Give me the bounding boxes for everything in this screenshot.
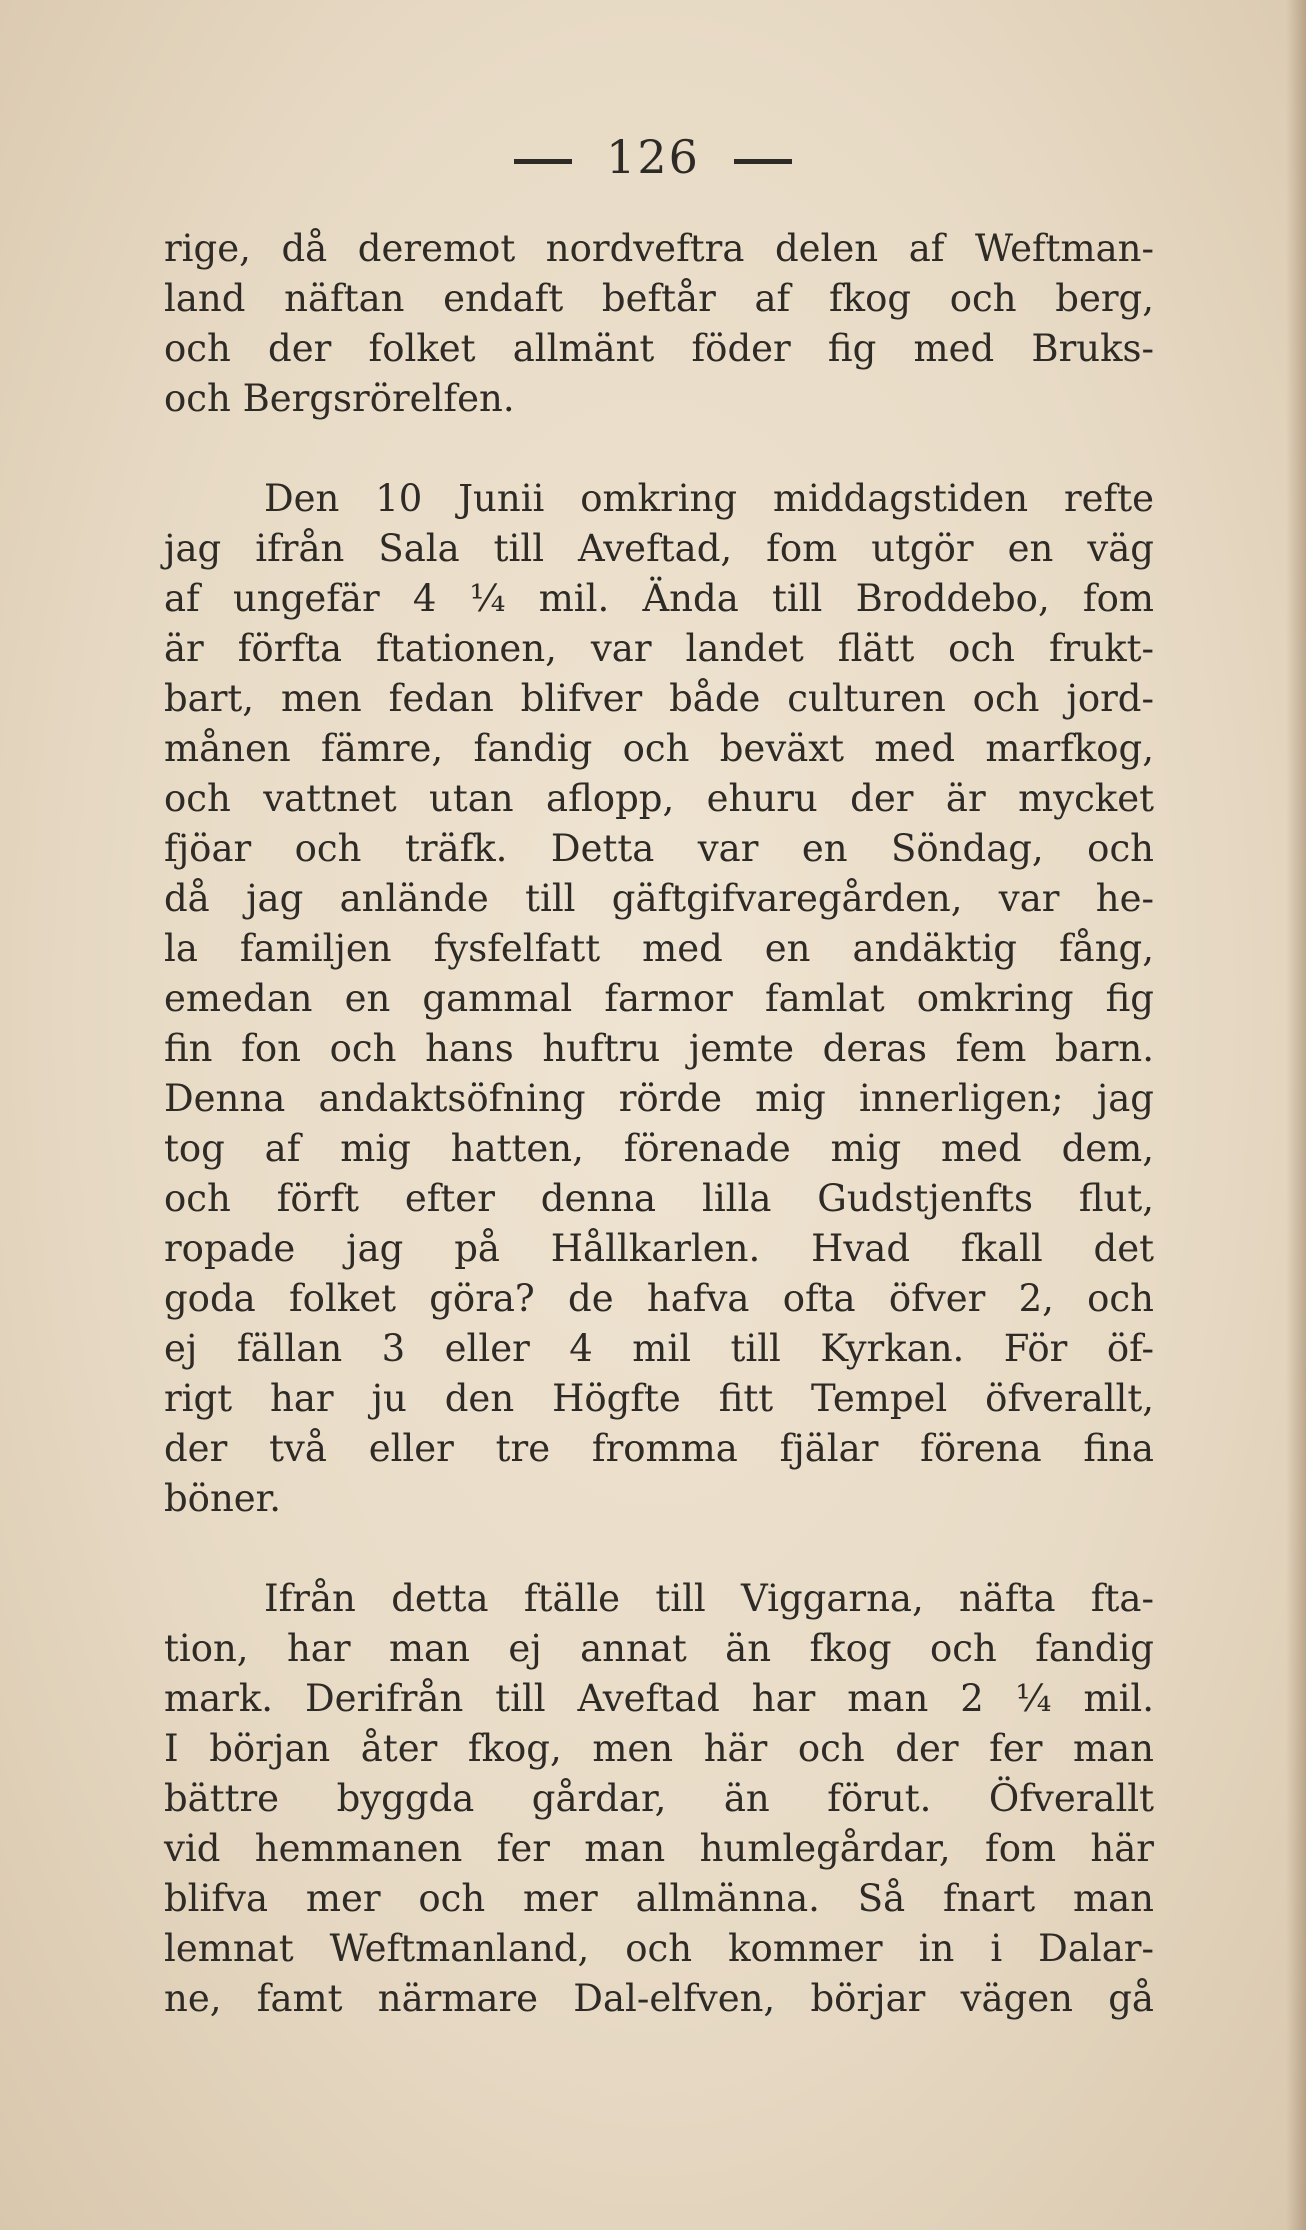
text-line: ne, famt närmare Dal-elfven, börjar vägen gå: [164, 1977, 1154, 2020]
page-edge-shadow: [1286, 0, 1306, 2230]
text-line: rigt har ju den Högfte fitt Tempel öfverallt,: [164, 1377, 1154, 1420]
text-line: rige, då deremot nordveftra delen af Weftman-: [164, 227, 1154, 270]
paragraph-2: [164, 474, 1154, 1524]
text-line: Ifrån detta ftälle till Viggarna, näfta fta-: [264, 1577, 1154, 1620]
text-line: och vattnet utan aflopp, ehuru der är mycket: [164, 777, 1154, 820]
right-dash: [734, 159, 792, 164]
paragraph-3: [164, 1574, 1154, 2024]
text-line: der två eller tre fromma fjälar förena fina: [164, 1427, 1154, 1470]
page-body: [164, 224, 1154, 2024]
text-line: tog af mig hatten, förenade mig med dem,: [164, 1127, 1154, 1170]
text-line: månen fämre, fandig och beväxt med marfkog,: [164, 727, 1154, 770]
text-line: bart, men fedan blifver både culturen och jord-: [164, 677, 1154, 720]
text-line: goda folket göra? de hafva ofta öfver 2, och: [164, 1277, 1154, 1320]
text-line: emedan en gammal farmor famlat omkring fig: [164, 977, 1154, 1020]
text-line: jag ifrån Sala till Aveftad, fom utgör en väg: [164, 527, 1154, 570]
text-line: och Bergsrörelfen.: [164, 377, 515, 420]
text-line: bättre byggda gårdar, än förut. Öfverallt: [164, 1777, 1154, 1820]
text-line: vid hemmanen fer man humlegårdar, fom här: [164, 1827, 1154, 1870]
text-line: blifva mer och mer allmänna. Så fnart man: [164, 1877, 1154, 1920]
text-line: land näftan endaft beftår af fkog och berg,: [164, 277, 1154, 320]
text-line: Denna andaktsöfning rörde mig innerligen; jag: [164, 1077, 1154, 1120]
text-line: la familjen fysfelfatt med en andäktig fång,: [164, 927, 1154, 970]
paragraph-1: [164, 224, 1154, 424]
text-line: lemnat Weftmanland, och kommer in i Dalar-: [164, 1927, 1154, 1970]
left-dash: [514, 159, 572, 164]
text-line: och förft efter denna lilla Gudstjenfts flut,: [164, 1177, 1154, 1220]
text-line: tion, har man ej annat än fkog och fandig: [164, 1627, 1154, 1670]
page-header: [0, 130, 1306, 184]
text-line: böner.: [164, 1477, 282, 1520]
text-line: är förfta ftationen, var landet flätt och frukt-: [164, 627, 1154, 670]
text-line: Den 10 Junii omkring middagstiden refte: [264, 477, 1154, 520]
page-number: 126: [606, 130, 700, 184]
text-line: fin fon och hans huftru jemte deras fem barn.: [164, 1027, 1154, 1070]
text-line: I början åter fkog, men här och der fer man: [164, 1727, 1154, 1770]
text-line: ropade jag på Hållkarlen. Hvad fkall det: [164, 1227, 1154, 1270]
text-line: då jag anlände till gäftgifvaregården, var he-: [164, 877, 1154, 920]
text-line: af ungefär 4 ¼ mil. Ända till Broddebo, fom: [164, 577, 1154, 620]
text-line: mark. Derifrån till Aveftad har man 2 ¼ mil.: [164, 1677, 1154, 1720]
text-line: och der folket allmänt föder fig med Bruks-: [164, 327, 1154, 370]
text-line: ej fällan 3 eller 4 mil till Kyrkan. För öf-: [164, 1327, 1154, 1370]
text-line: fjöar och träfk. Detta var en Söndag, och: [164, 827, 1154, 870]
